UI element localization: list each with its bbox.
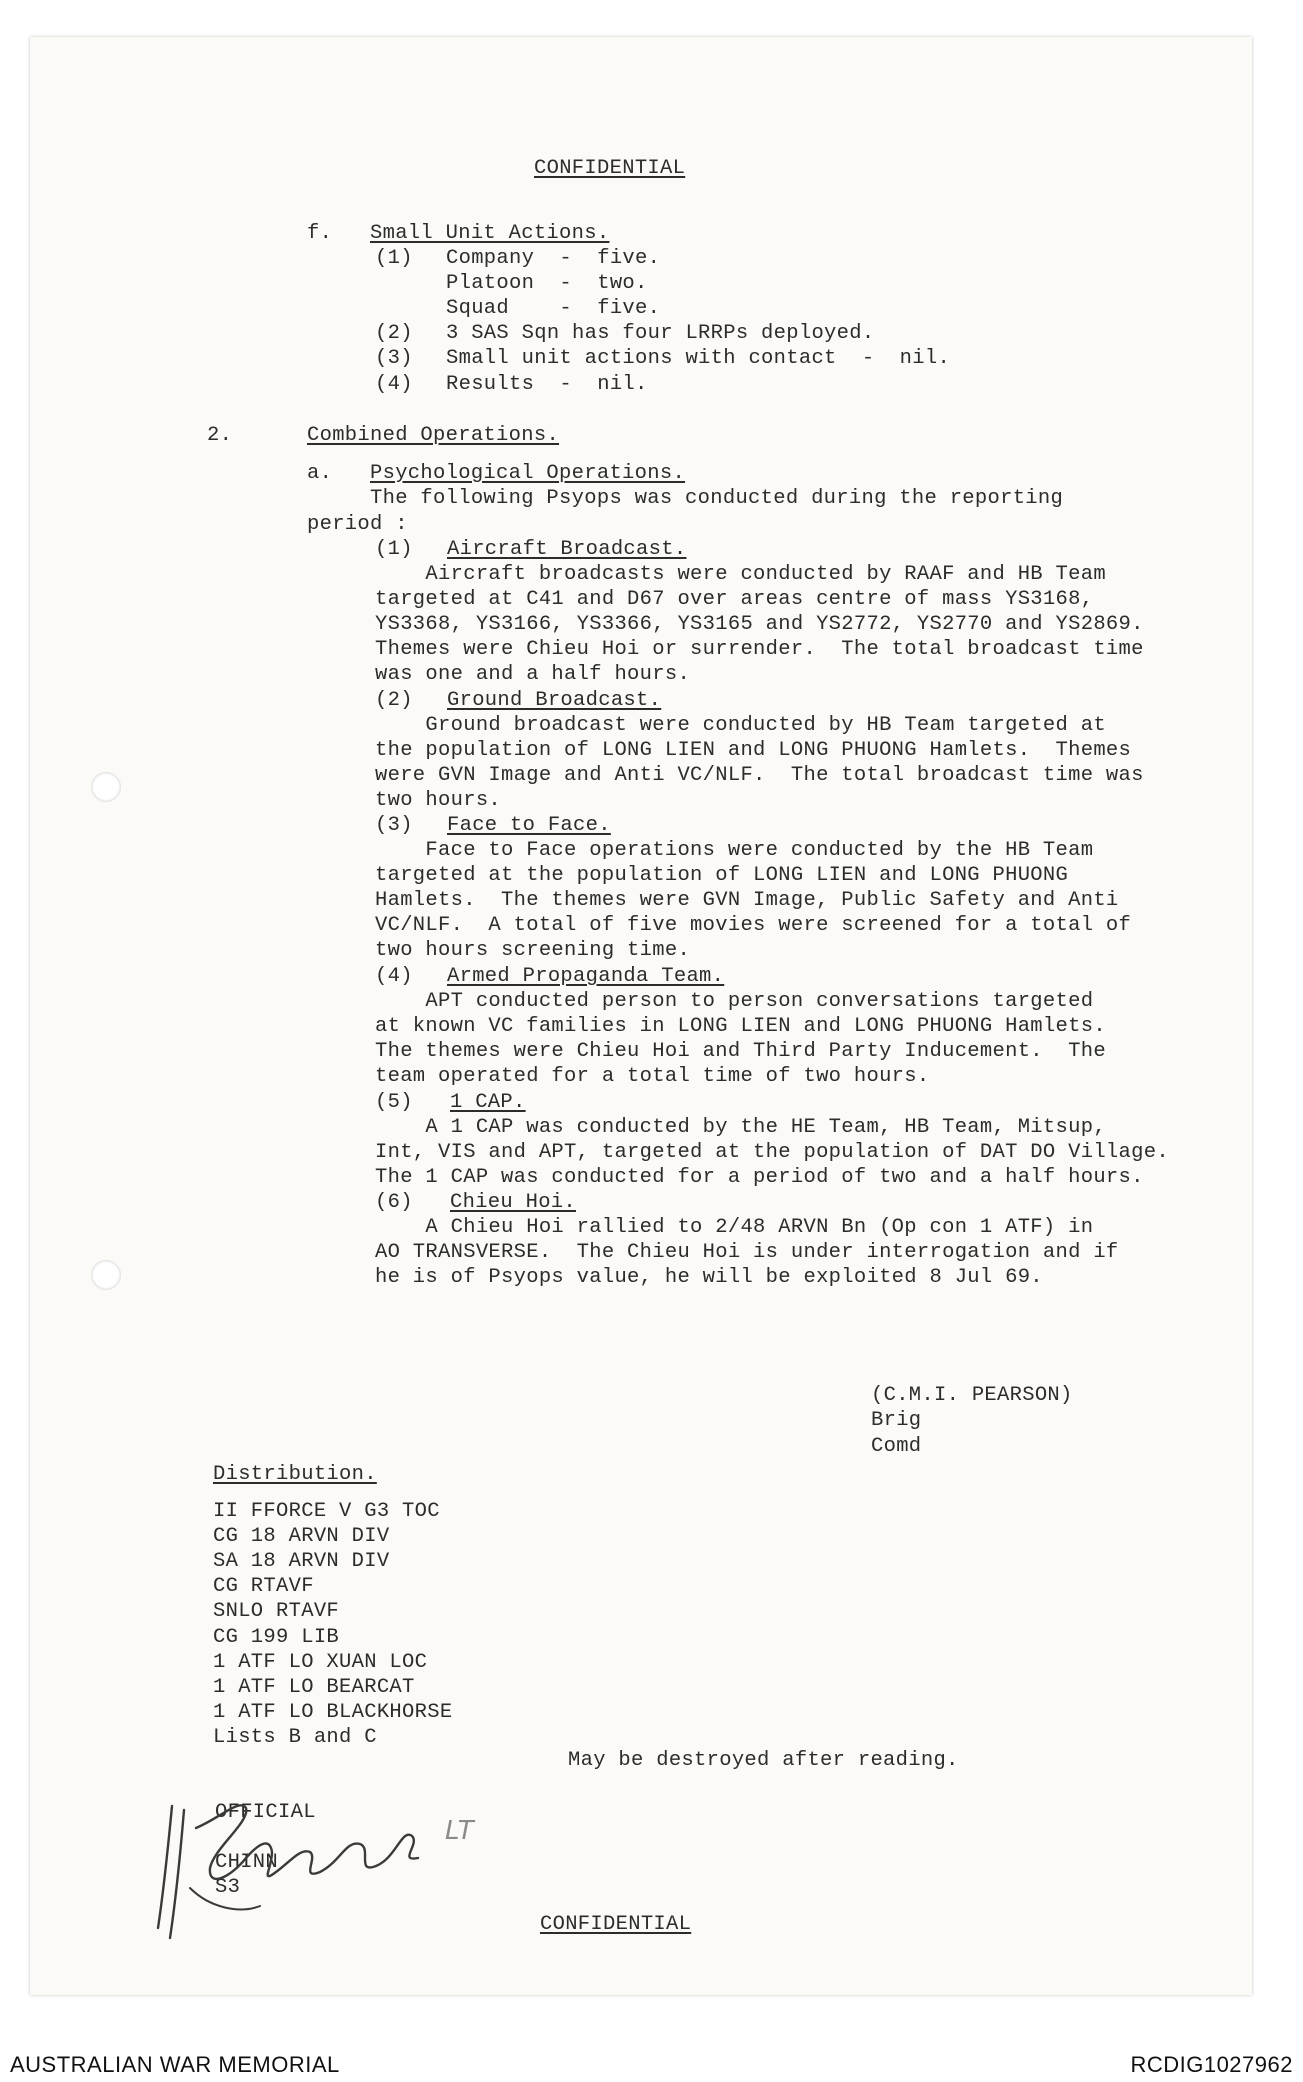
psyops-entry-line: team operated for a total time of two hours. xyxy=(375,1065,930,1088)
psyops-entry-line: the population of LONG LIEN and LONG PHUONG Hamlets. Themes xyxy=(375,739,1132,762)
distribution-item: CG 199 LIB xyxy=(213,1626,340,1649)
official-label: OFFICIAL xyxy=(215,1801,316,1824)
section-2-num: 2. xyxy=(207,424,233,447)
official-name: CHINN xyxy=(215,1851,279,1874)
distribution-title: Distribution. xyxy=(213,1463,377,1486)
psyops-entry-line: AO TRANSVERSE. The Chieu Hoi is under interrogation and if xyxy=(375,1241,1119,1264)
section-a-intro: The following Psyops was conducted during the reporting xyxy=(370,487,1064,510)
distribution-item: 1 ATF LO XUAN LOC xyxy=(213,1651,428,1674)
psyops-entry-num: (4) xyxy=(375,965,413,988)
handwritten-rank: LT xyxy=(445,1816,474,1846)
section-2-title: Combined Operations. xyxy=(307,424,560,447)
header-classification: CONFIDENTIAL xyxy=(534,157,686,180)
archive-footer-left: AUSTRALIAN WAR MEMORIAL xyxy=(10,2052,340,2077)
distribution-item: CG 18 ARVN DIV xyxy=(213,1525,390,1548)
psyops-entry-title: Face to Face. xyxy=(447,814,611,837)
distribution-item: II FFORCE V G3 TOC xyxy=(213,1500,440,1523)
psyops-entry-title: Chieu Hoi. xyxy=(450,1191,577,1214)
psyops-entry-line: was one and a half hours. xyxy=(375,663,691,686)
psyops-entry-title: 1 CAP. xyxy=(450,1091,526,1114)
psyops-entry-line: A 1 CAP was conducted by the HE Team, HB Team, Mitsup, xyxy=(375,1116,1106,1139)
punch-hole-bottom xyxy=(91,1260,121,1290)
psyops-entry-line: Ground broadcast were conducted by HB Team targeted at xyxy=(375,714,1106,737)
psyops-entry-line: two hours screening time. xyxy=(375,939,691,962)
psyops-entry-line: targeted at C41 and D67 over areas centre of mass YS3168, xyxy=(375,588,1094,611)
psyops-entry-line: were GVN Image and Anti VC/NLF. The total broadcast time was xyxy=(375,764,1144,787)
psyops-entry-line: he is of Psyops value, he will be exploited 8 Jul 69. xyxy=(375,1266,1043,1289)
handwritten-signature xyxy=(150,1788,480,1948)
psyops-entry-line: APT conducted person to person conversations targeted xyxy=(375,990,1094,1013)
psyops-entry-line: at known VC families in LONG LIEN and LONG PHUONG Hamlets. xyxy=(375,1015,1106,1038)
footer-classification: CONFIDENTIAL xyxy=(540,1913,692,1936)
destroy-note: May be destroyed after reading. xyxy=(568,1749,959,1772)
distribution-item: Lists B and C xyxy=(213,1726,377,1749)
signatory-rank: Brig xyxy=(871,1409,922,1432)
psyops-entry-line: two hours. xyxy=(375,789,502,812)
signatory-name: (C.M.I. PEARSON) xyxy=(871,1384,1073,1407)
psyops-entry-line: A Chieu Hoi rallied to 2/48 ARVN Bn (Op con 1 ATF) in xyxy=(375,1216,1094,1239)
signatory-appointment: Comd xyxy=(871,1435,922,1458)
psyops-entry-num: (1) xyxy=(375,538,413,561)
section-f-item-num: (1) xyxy=(375,247,413,270)
psyops-entry-line: targeted at the population of LONG LIEN and LONG PHUONG xyxy=(375,864,1069,887)
psyops-entry-num: (3) xyxy=(375,814,413,837)
section-f-item-text: Company - five. xyxy=(446,247,661,270)
psyops-entry-line: Int, VIS and APT, targeted at the population of DAT DO Village. xyxy=(375,1141,1169,1164)
psyops-entry-title: Ground Broadcast. xyxy=(447,689,662,712)
section-f-item-num: (2) xyxy=(375,322,413,345)
psyops-entry-num: (6) xyxy=(375,1191,413,1214)
section-a-intro: period : xyxy=(307,513,408,536)
distribution-item: 1 ATF LO BLACKHORSE xyxy=(213,1701,453,1724)
psyops-entry-line: The themes were Chieu Hoi and Third Party Inducement. The xyxy=(375,1040,1106,1063)
punch-hole-top xyxy=(91,772,121,802)
distribution-item: SNLO RTAVF xyxy=(213,1600,340,1623)
distribution-item: SA 18 ARVN DIV xyxy=(213,1550,390,1573)
psyops-entry-line: Hamlets. The themes were GVN Image, Public Safety and Anti xyxy=(375,889,1119,912)
section-a-title: Psychological Operations. xyxy=(370,462,686,485)
section-f-item-num: (4) xyxy=(375,373,413,396)
psyops-entry-line: The 1 CAP was conducted for a period of two and a half hours. xyxy=(375,1166,1144,1189)
section-f-item-num: (3) xyxy=(375,347,413,370)
psyops-entry-title: Aircraft Broadcast. xyxy=(447,538,687,561)
psyops-entry-line: YS3368, YS3166, YS3366, YS3165 and YS2772, YS2770 and YS2869. xyxy=(375,613,1144,636)
section-f-item-text: Platoon - two. xyxy=(446,272,648,295)
section-f-item-text: Results - nil. xyxy=(446,373,648,396)
section-f-title: Small Unit Actions. xyxy=(370,222,610,245)
section-f-item-text: 3 SAS Sqn has four LRRPs deployed. xyxy=(446,322,875,345)
psyops-entry-title: Armed Propaganda Team. xyxy=(447,965,725,988)
distribution-item: 1 ATF LO BEARCAT xyxy=(213,1676,415,1699)
psyops-entry-line: Themes were Chieu Hoi or surrender. The total broadcast time xyxy=(375,638,1144,661)
section-a-letter: a. xyxy=(307,462,333,485)
official-appt: S3 xyxy=(215,1876,241,1899)
psyops-entry-num: (5) xyxy=(375,1091,413,1114)
section-f-item-text: Squad - five. xyxy=(446,297,661,320)
archive-footer-right: RCDIG1027962 xyxy=(1130,2052,1293,2077)
psyops-entry-line: Face to Face operations were conducted by the HB Team xyxy=(375,839,1094,862)
psyops-entry-line: Aircraft broadcasts were conducted by RAAF and HB Team xyxy=(375,563,1106,586)
section-f-item-text: Small unit actions with contact - nil. xyxy=(446,347,951,370)
distribution-item: CG RTAVF xyxy=(213,1575,314,1598)
section-f-letter: f. xyxy=(307,222,333,245)
psyops-entry-line: VC/NLF. A total of five movies were screened for a total of xyxy=(375,914,1132,937)
psyops-entry-num: (2) xyxy=(375,689,413,712)
